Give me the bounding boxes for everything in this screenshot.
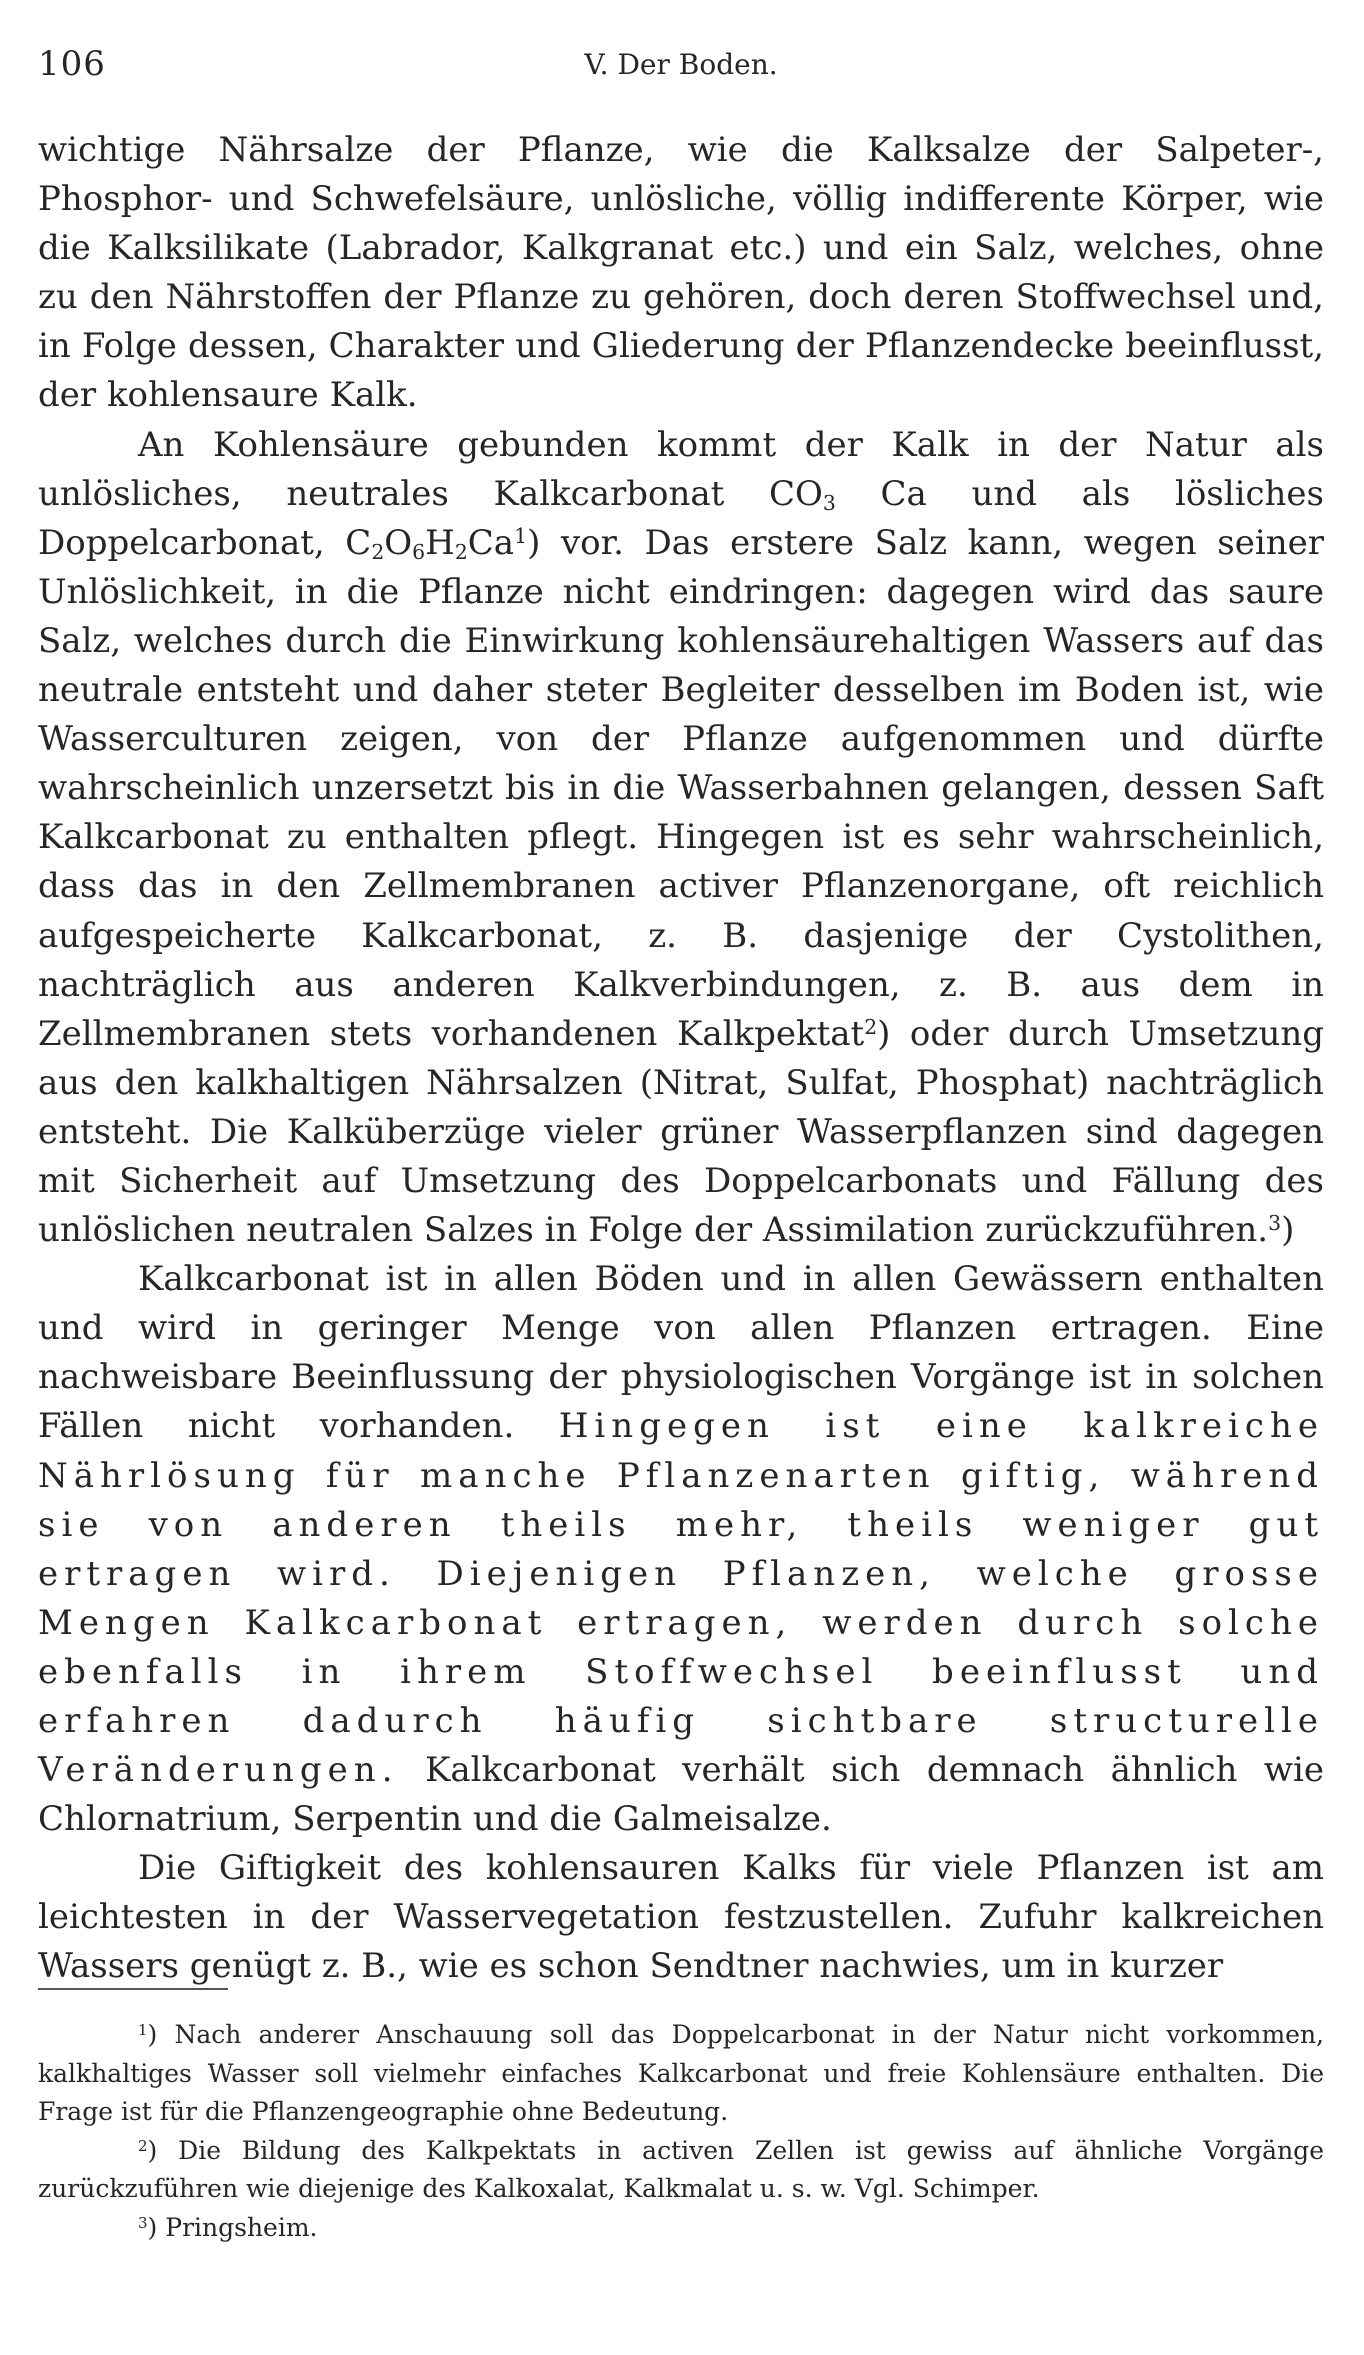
text-run: O	[384, 522, 413, 563]
footnote-ref-2[interactable]: 2	[864, 1014, 878, 1039]
body-text	[38, 126, 1324, 1992]
text-run: Ca	[467, 522, 515, 563]
footnote-marker: 3	[138, 2213, 148, 2232]
running-title: V. Der Boden.	[584, 48, 778, 81]
footnote-ref-1[interactable]: 1	[514, 523, 528, 548]
subscript: 3	[822, 490, 836, 515]
footnote-3	[38, 2209, 1324, 2248]
text-run: Kalkcarbonat ist in allen Böden und in allen Gewässern enthalten und wird in geringer Menge von allen Pflanzen ertragen. Eine nachweisbare Beeinflussung der physiologischen Vorgänge ist in solchen Fällen nicht vorhanden.	[38, 1259, 1324, 1447]
subscript: 6	[412, 539, 426, 564]
paragraph-4: Die Giftigkeit des kohlensauren Kalks für viele Pflanzen ist am leichtesten in der Wasservegetation festzustellen. Zufuhr kalkreichen Wassers genügt z. B., wie es schon Sendtner nachwies, um in kurzer	[38, 1848, 1324, 1987]
spaced-emphasis-text: Hingegen ist eine kalkreiche Nährlösung für manche Pflanzenarten giftig, während sie von anderen theils mehr, theils weniger gut ertragen wird. Diejenigen Pflanzen, welche grosse Mengen Kalkcarbonat ertragen, werden durch solche ebenfalls in ihrem Stoffwechsel beeinflusst und erfahren dadurch häufig sichtbare structurelle Veränderungen.	[38, 1406, 1324, 1791]
footnote-ref-3[interactable]: 3	[1268, 1210, 1282, 1235]
text-run: Kalkcarbonat verhält sich demnach ähnlich wie Chlornatrium, Serpentin und die Galmeisalze.	[38, 1750, 1324, 1840]
footnote-marker: 1	[138, 2020, 148, 2039]
page-header	[38, 44, 1324, 84]
footnote-marker: 2	[138, 2136, 148, 2155]
footnote-divider	[38, 1988, 228, 1990]
text-run: H	[425, 522, 455, 563]
text-run: ) oder durch Umsetzung aus den kalkhaltigen Nährsalzen (Nitrat, Sulfat, Phosphat) nachträglich entsteht. Die Kalküberzüge vieler grüner Wasserpflanzen sind dagegen mit Sicherheit auf Umsetzung des Doppelcarbonats und Fällung des unlöslichen neutralen Salzes in Folge der Assimilation zurückzuführen.	[38, 1013, 1324, 1251]
paragraph-1: wichtige Nährsalze der Pflanze, wie die Kalksalze der Salpeter-, Phosphor- und Schwefelsäure, unlösliche, völlig indifferente Körper, wie die Kalksilikate (Labrador, Kalkgranat etc.) und ein Salz, welches, ohne zu den Nährstoffen der Pflanze zu gehören, doch deren Stoffwechsel und, in Folge dessen, Charakter und Gliederung der Pflanzendecke beeinflusst, der kohlensaure Kalk.	[38, 130, 1324, 416]
text-run: An Kohlensäure gebunden kommt der Kalk in der Natur als unlösliches, neutrales Kalkcarbonat CO	[38, 424, 1324, 514]
subscript: 2	[371, 539, 385, 564]
footnote-2	[38, 2132, 1324, 2209]
footnote-text: ) Pringsheim.	[147, 2212, 318, 2242]
footnote-text: ) Nach anderer Anschauung soll das Doppelcarbonat in der Natur nicht vorkommen, kalkhaltiges Wasser soll vielmehr einfaches Kalkcarbonat und freie Kohlensäure enthalten. Die Frage ist für die Pflanzengeographie ohne Bedeutung.	[38, 2020, 1324, 2126]
footnotes	[38, 2016, 1324, 2247]
text-run: Ca und als lösliches Doppelcarbonat, C	[38, 473, 1324, 563]
text-run: ) vor. Das erstere Salz kann, wegen seiner Unlöslichkeit, in die Pflanze nicht eindringen: dagegen wird das saure Salz, welches durch die Einwirkung kohlensäurehaltigen Wassers auf das neutrale entsteht und daher steter Begleiter desselben im Boden ist, wie Wasserculturen zeigen, von der Pflanze aufgenommen und dürfte wahrscheinlich unzersetzt bis in die Wasserbahnen gelangen, dessen Saft Kalkcarbonat zu enthalten pflegt. Hingegen ist es sehr wahrscheinlich, dass das in den Zellmembranen activer Pflanzenorgane, oft reichlich aufgespeicherte Kalkcarbonat, z. B. dasjenige der Cystolithen, nachträglich aus anderen Kalkverbindungen, z. B. aus dem in Zellmembranen stets vorhandenen Kalkpektat	[38, 522, 1325, 1054]
paragraph-2	[38, 421, 1324, 1256]
page-number: 106	[38, 44, 106, 84]
text-run: )	[1281, 1210, 1295, 1251]
footnote-1	[38, 2016, 1324, 2132]
subscript: 2	[454, 539, 468, 564]
paragraph-3	[38, 1255, 1324, 1844]
footnote-text: ) Die Bildung des Kalkpektats in activen Zellen ist gewiss auf ähnliche Vorgänge zurückzuführen wie diejenige des Kalkoxalat, Kalkmalat u. s. w. Vgl. Schimper.	[38, 2135, 1324, 2203]
